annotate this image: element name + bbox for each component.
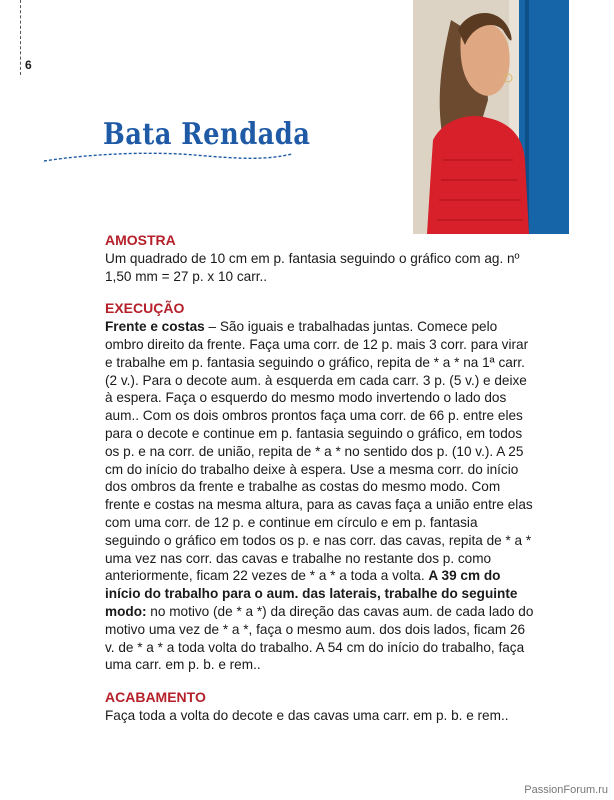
watermark: PassionForum.ru xyxy=(524,784,608,796)
decorative-dashed-wave xyxy=(0,140,330,170)
page-spine-line xyxy=(20,0,21,75)
section-heading-execucao: EXECUÇÃO xyxy=(105,300,185,317)
page-number: 6 xyxy=(25,58,32,72)
execucao-text-part-2: no motivo (de * a *) da direção das cavas aum. de cada lado do motivo uma vez de * a *, faça o mesmo aum. dos dois lados, ficam 26 v. de * a * a toda volta do trabalho. A 54 cm do início do trabalho, faça uma carr. em p. b. e rem.. xyxy=(105,603,534,673)
acabamento-text: Faça toda a volta do decote e das cavas uma carr. em p. b. e rem.. xyxy=(105,707,509,723)
page-title: Bata Rendada xyxy=(103,117,311,152)
execucao-bold-instruction: A 39 cm do início do trabalho para o aum. das laterais, trabalhe do seguinte modo: xyxy=(105,568,518,619)
section-heading-acabamento: ACABAMENTO xyxy=(105,689,206,706)
model-photo xyxy=(413,0,569,234)
execucao-text-part-1: – São iguais e trabalhadas juntas. Comece pelo ombro direito da frente. Faça uma corr. de 12 p. mais 3 corr. para virar e trabalhe em p. fantasia seguindo o gráfico, repita de * a * na 1ª carr. (2 v.). Para o decote aum. à esquerda em cada carr. 3 p. (5 v.) e deixe à espera. Faça o esquerdo do mesmo modo invertendo o lado dos aum.. Com os dois ombros prontos faça uma corr. de 66 p. entre eles para o decote e continue em p. fantasia seguindo o gráfico, em todos os p. e na corr. de união, repita de * a * no sentido dos p. (10 v.). A 25 cm do início do trabalho deixe à espera. Use a mesma corr. do início dos ombros da frente e trabalhe as costas do mesmo modo. Com frente e costas na mesma altura, para as cavas faça a união entre elas com uma corr. de 12 p. e continue em círculo e em p. fantasia seguindo o gráfico em todos os p. e nas corr. das cavas, repita de * a * uma vez nas corr. das cavas e trabalhe no restante dos p. como anteriormente, ficam 22 vezes de * a * a toda a volta. xyxy=(105,319,533,584)
execucao-text xyxy=(105,318,535,674)
section-heading-amostra: AMOSTRA xyxy=(105,232,176,248)
frente-costas-subheading: Frente e costas xyxy=(105,319,205,335)
instructions-body xyxy=(105,232,535,725)
amostra-text: Um quadrado de 10 cm em p. fantasia seguindo o gráfico com ag. nº 1,50 mm = 27 p. x 10 carr.. xyxy=(105,250,520,284)
